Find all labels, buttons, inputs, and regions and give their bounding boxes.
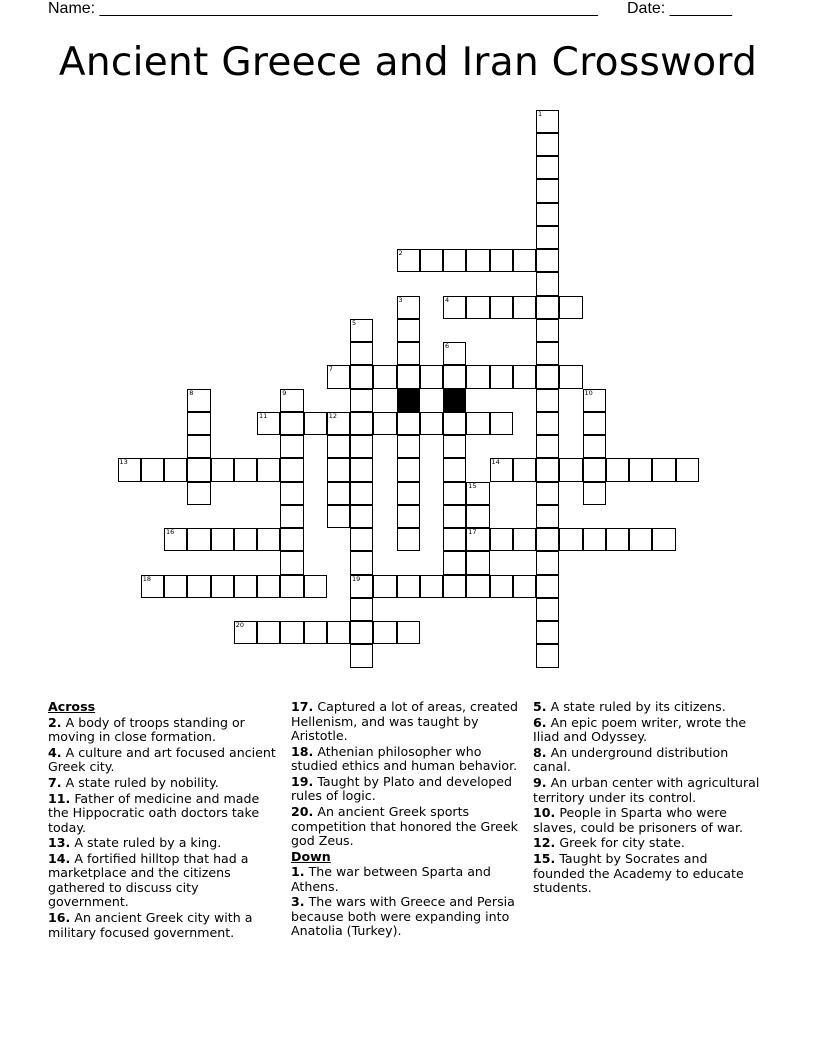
grid-cell[interactable]: [397, 575, 420, 598]
grid-cell[interactable]: [466, 551, 489, 574]
grid-cell[interactable]: [187, 435, 210, 458]
clue-number: 15: [468, 481, 477, 490]
clue-number: 14: [491, 458, 500, 467]
grid-cell[interactable]: [350, 621, 373, 644]
grid-cell[interactable]: [350, 342, 373, 365]
clue-number: 7: [328, 365, 333, 374]
grid-cell[interactable]: [350, 482, 373, 505]
clue-number: 12: [328, 411, 338, 420]
grid-cell[interactable]: [187, 482, 210, 505]
grid-cell[interactable]: [187, 389, 210, 412]
grid-cell[interactable]: [536, 156, 559, 179]
grid-cell[interactable]: [280, 505, 303, 528]
grid-cell[interactable]: [583, 528, 606, 551]
grid-cell[interactable]: [397, 249, 420, 272]
clue-number: 4: [445, 295, 450, 304]
grid-cell[interactable]: [559, 365, 582, 388]
grid-cell[interactable]: [443, 458, 466, 481]
grid-cell[interactable]: [304, 575, 327, 598]
grid-cell[interactable]: [583, 435, 606, 458]
grid-cell[interactable]: [583, 458, 606, 481]
grid-cell[interactable]: [536, 342, 559, 365]
grid-cell[interactable]: [629, 458, 652, 481]
grid-cell[interactable]: [513, 365, 536, 388]
grid-cell[interactable]: [536, 412, 559, 435]
grid-cell[interactable]: [187, 458, 210, 481]
grid-cell[interactable]: [443, 575, 466, 598]
grid-cell[interactable]: [350, 389, 373, 412]
clue-across-20: 20. An ancient Greek sports competition that honored the Greek god Zeus.: [291, 804, 518, 849]
clue-number: 17: [468, 528, 477, 536]
grid-cell[interactable]: [652, 458, 675, 481]
grid-cell[interactable]: [280, 528, 303, 551]
clue-down-15: 15. Taught by Socrates and founded the Academy to educate students.: [533, 851, 744, 896]
grid-cell[interactable]: [420, 575, 443, 598]
grid-cell[interactable]: [420, 412, 443, 435]
clue-number: 20: [235, 621, 245, 629]
grid-cell[interactable]: [466, 482, 489, 505]
clue-down-8: 8. An underground distribution canal.: [533, 744, 729, 775]
grid-cell[interactable]: [443, 551, 466, 574]
grid-cell[interactable]: [536, 505, 559, 528]
grid-cell[interactable]: [536, 389, 559, 412]
clue-across-18: 18. Athenian philosopher who studied ethics and human behavior.: [291, 743, 518, 774]
clue-down-5: 5. A state ruled by its citizens.: [533, 699, 726, 714]
clue-down-12: 12. Greek for city state.: [533, 835, 685, 851]
clue-number: 16: [166, 528, 175, 536]
clue-number: 18: [142, 574, 152, 583]
grid-cell[interactable]: [164, 575, 187, 598]
grid-cell[interactable]: [257, 528, 280, 551]
grid-cell[interactable]: [536, 575, 559, 598]
grid-cell[interactable]: [234, 621, 257, 644]
grid-cell[interactable]: [187, 528, 210, 551]
grid-cell[interactable]: [443, 435, 466, 458]
clue-down-10: 10. People in Sparta who were slaves, could be prisoners of war.: [533, 805, 743, 835]
grid-cell[interactable]: [676, 458, 699, 481]
grid-cell[interactable]: [466, 296, 489, 319]
grid-cell[interactable]: [327, 505, 350, 528]
grid-cell[interactable]: [397, 621, 420, 644]
grid-cell[interactable]: [583, 412, 606, 435]
grid-cell[interactable]: [397, 482, 420, 505]
clue-down-6: 6. An epic poem writer, wrote the Iliad and Odyssey.: [533, 714, 747, 745]
grid-cell[interactable]: [490, 412, 513, 435]
grid-cell[interactable]: [536, 226, 559, 249]
clue-number: 10: [584, 388, 593, 397]
clue-down-1: 1. The war between Sparta and Athens.: [291, 864, 491, 894]
grid-cell[interactable]: [490, 528, 513, 551]
grid-cell[interactable]: [536, 435, 559, 458]
name-field[interactable]: Name: ________________________________________________________: [48, 0, 598, 17]
grid-cell[interactable]: [466, 528, 489, 551]
grid-cell[interactable]: [211, 528, 234, 551]
clue-across-4: 4. A culture and art focused ancient Greek city.: [48, 744, 276, 775]
clue-number: 9: [282, 388, 287, 397]
grid-cell[interactable]: [164, 458, 187, 481]
grid-cell[interactable]: [234, 575, 257, 598]
grid-cell[interactable]: [536, 551, 559, 574]
grid-cell[interactable]: [257, 621, 280, 644]
clue-number: 3: [398, 295, 403, 304]
clue-number: 5: [352, 318, 357, 327]
grid-cell[interactable]: [536, 110, 559, 133]
clues-column-1: [48, 700, 278, 941]
grid-cell[interactable]: [280, 621, 303, 644]
clue-across-13: 13. A state ruled by a king.: [48, 835, 222, 851]
clue-number: 13: [119, 458, 128, 467]
across-heading: Across: [48, 699, 96, 714]
grid-cell[interactable]: [490, 458, 513, 481]
grid-cell[interactable]: [536, 458, 559, 481]
grid-cell[interactable]: [257, 412, 280, 435]
grid-cell[interactable]: [466, 575, 489, 598]
grid-cell[interactable]: [466, 505, 489, 528]
grid-cell[interactable]: [397, 505, 420, 528]
grid-cell[interactable]: [466, 412, 489, 435]
grid-cell[interactable]: [490, 365, 513, 388]
grid-cell[interactable]: [350, 435, 373, 458]
grid-cell[interactable]: [327, 435, 350, 458]
grid-cell[interactable]: [280, 482, 303, 505]
grid-cell[interactable]: [536, 644, 559, 667]
grid-cell[interactable]: [583, 482, 606, 505]
grid-cell[interactable]: [583, 389, 606, 412]
grid-cell[interactable]: [257, 575, 280, 598]
grid-cell[interactable]: [373, 621, 396, 644]
grid-cell[interactable]: [397, 412, 420, 435]
grid-cell[interactable]: [397, 458, 420, 481]
grid-cell[interactable]: [536, 482, 559, 505]
clue-number: 2: [398, 249, 403, 257]
grid-cell[interactable]: [536, 319, 559, 342]
grid-cell[interactable]: [397, 365, 420, 388]
grid-cell[interactable]: [443, 482, 466, 505]
grid-cell[interactable]: [513, 528, 536, 551]
grid-cell[interactable]: [327, 412, 350, 435]
clue-across-17: 17. Captured a lot of areas, created Hellenism, and was taught by Aristotle.: [291, 699, 519, 743]
grid-cell[interactable]: [141, 575, 164, 598]
grid-cell[interactable]: [513, 458, 536, 481]
clue-across-11: 11. Father of medicine and made the Hippocratic oath doctors take today.: [48, 790, 260, 835]
grid-cell[interactable]: [536, 598, 559, 621]
grid-cell[interactable]: [536, 272, 559, 295]
grid-cell[interactable]: [350, 505, 373, 528]
grid-cell[interactable]: [187, 412, 210, 435]
grid-cell[interactable]: [559, 296, 582, 319]
grid-cell[interactable]: [629, 528, 652, 551]
page-title: Ancient Greece and Iran Crossword: [58, 40, 758, 85]
grid-cell[interactable]: [513, 296, 536, 319]
clue-down-9: 9. An urban center with agricultural territory under its control.: [533, 775, 760, 805]
grid-cell[interactable]: [234, 458, 257, 481]
grid-cell[interactable]: [118, 458, 141, 481]
grid-cell[interactable]: [397, 296, 420, 319]
grid-cell[interactable]: [141, 458, 164, 481]
grid-cell[interactable]: [327, 458, 350, 481]
grid-cell[interactable]: [536, 133, 559, 156]
grid-cell[interactable]: [559, 458, 582, 481]
grid-cell[interactable]: [327, 621, 350, 644]
grid-cell[interactable]: [443, 296, 466, 319]
grid-cell[interactable]: [466, 249, 489, 272]
grid-cell[interactable]: [443, 505, 466, 528]
grid-cell[interactable]: [513, 575, 536, 598]
clue-number: 1: [538, 109, 543, 118]
grid-cell[interactable]: [280, 458, 303, 481]
grid-cell[interactable]: [280, 389, 303, 412]
grid-cell[interactable]: [350, 528, 373, 551]
grid-cell[interactable]: [443, 528, 466, 551]
grid-cell[interactable]: [350, 575, 373, 598]
grid-cell[interactable]: [397, 528, 420, 551]
clues-column-2: [291, 700, 526, 940]
grid-cell[interactable]: [536, 365, 559, 388]
grid-cell[interactable]: [350, 551, 373, 574]
clue-down-3: 3. The wars with Greece and Persia because both were expanding into Anatolia (Turkey).: [291, 894, 515, 939]
grid-cell[interactable]: [350, 319, 373, 342]
grid-cell[interactable]: [187, 575, 210, 598]
grid-cell[interactable]: [443, 365, 466, 388]
grid-cell[interactable]: [397, 435, 420, 458]
clue-across-2: 2. A body of troops standing or moving in close formation.: [48, 714, 245, 744]
clue-number: 19: [352, 574, 361, 583]
grid-cell[interactable]: [536, 528, 559, 551]
grid-cell[interactable]: [397, 342, 420, 365]
grid-cell[interactable]: [234, 528, 257, 551]
grid-cell[interactable]: [536, 203, 559, 226]
grid-cell[interactable]: [373, 575, 396, 598]
grid-cell[interactable]: [606, 528, 629, 551]
grid-cell[interactable]: [513, 249, 536, 272]
grid-cell[interactable]: [350, 458, 373, 481]
grid-cell[interactable]: [606, 458, 629, 481]
grid-cell[interactable]: [443, 249, 466, 272]
grid-cell[interactable]: [164, 528, 187, 551]
grid-cell[interactable]: [327, 482, 350, 505]
grid-cell[interactable]: [280, 435, 303, 458]
grid-cell[interactable]: [466, 365, 489, 388]
grid-cell[interactable]: [211, 575, 234, 598]
grid-cell[interactable]: [373, 365, 396, 388]
grid-cell[interactable]: [490, 296, 513, 319]
grid-cell[interactable]: [559, 528, 582, 551]
black-cell: [397, 389, 420, 412]
black-cell: [443, 389, 466, 412]
grid-cell[interactable]: [536, 179, 559, 202]
clue-across-16: 16. An ancient Greek city with a military focused government.: [48, 910, 253, 940]
clue-across-19: 19. Taught by Plato and developed rules of logic.: [291, 773, 513, 804]
grid-cell[interactable]: [304, 412, 327, 435]
grid-cell[interactable]: [652, 528, 675, 551]
grid-cell[interactable]: [211, 458, 234, 481]
grid-cell[interactable]: [490, 249, 513, 272]
grid-cell[interactable]: [536, 249, 559, 272]
grid-cell[interactable]: [490, 575, 513, 598]
grid-cell[interactable]: [280, 412, 303, 435]
down-heading: Down: [291, 848, 331, 864]
date-field[interactable]: Date: _______: [627, 0, 732, 17]
grid-cell[interactable]: [304, 621, 327, 644]
grid-cell[interactable]: [373, 412, 396, 435]
clue-number: 8: [189, 388, 194, 397]
grid-cell[interactable]: [443, 412, 466, 435]
grid-cell[interactable]: [536, 621, 559, 644]
grid-cell[interactable]: [350, 365, 373, 388]
clue-number: 11: [259, 411, 268, 420]
grid-cell[interactable]: [280, 551, 303, 574]
clue-number: 6: [445, 342, 450, 350]
grid-cell[interactable]: [350, 598, 373, 621]
grid-cell[interactable]: [443, 342, 466, 365]
grid-cell[interactable]: [280, 575, 303, 598]
grid-cell[interactable]: [327, 365, 350, 388]
clue-across-7: 7. A state ruled by nobility.: [48, 774, 219, 790]
grid-cell[interactable]: [536, 296, 559, 319]
grid-cell[interactable]: [257, 458, 280, 481]
grid-cell[interactable]: [350, 644, 373, 667]
grid-cell[interactable]: [420, 249, 443, 272]
grid-cell[interactable]: [350, 412, 373, 435]
grid-cell[interactable]: [420, 365, 443, 388]
clue-across-14: 14. A fortified hilltop that had a marketplace and the citizens gathered to discuss city government.: [48, 850, 249, 910]
clues-column-3: [533, 700, 763, 897]
grid-cell[interactable]: [397, 319, 420, 342]
